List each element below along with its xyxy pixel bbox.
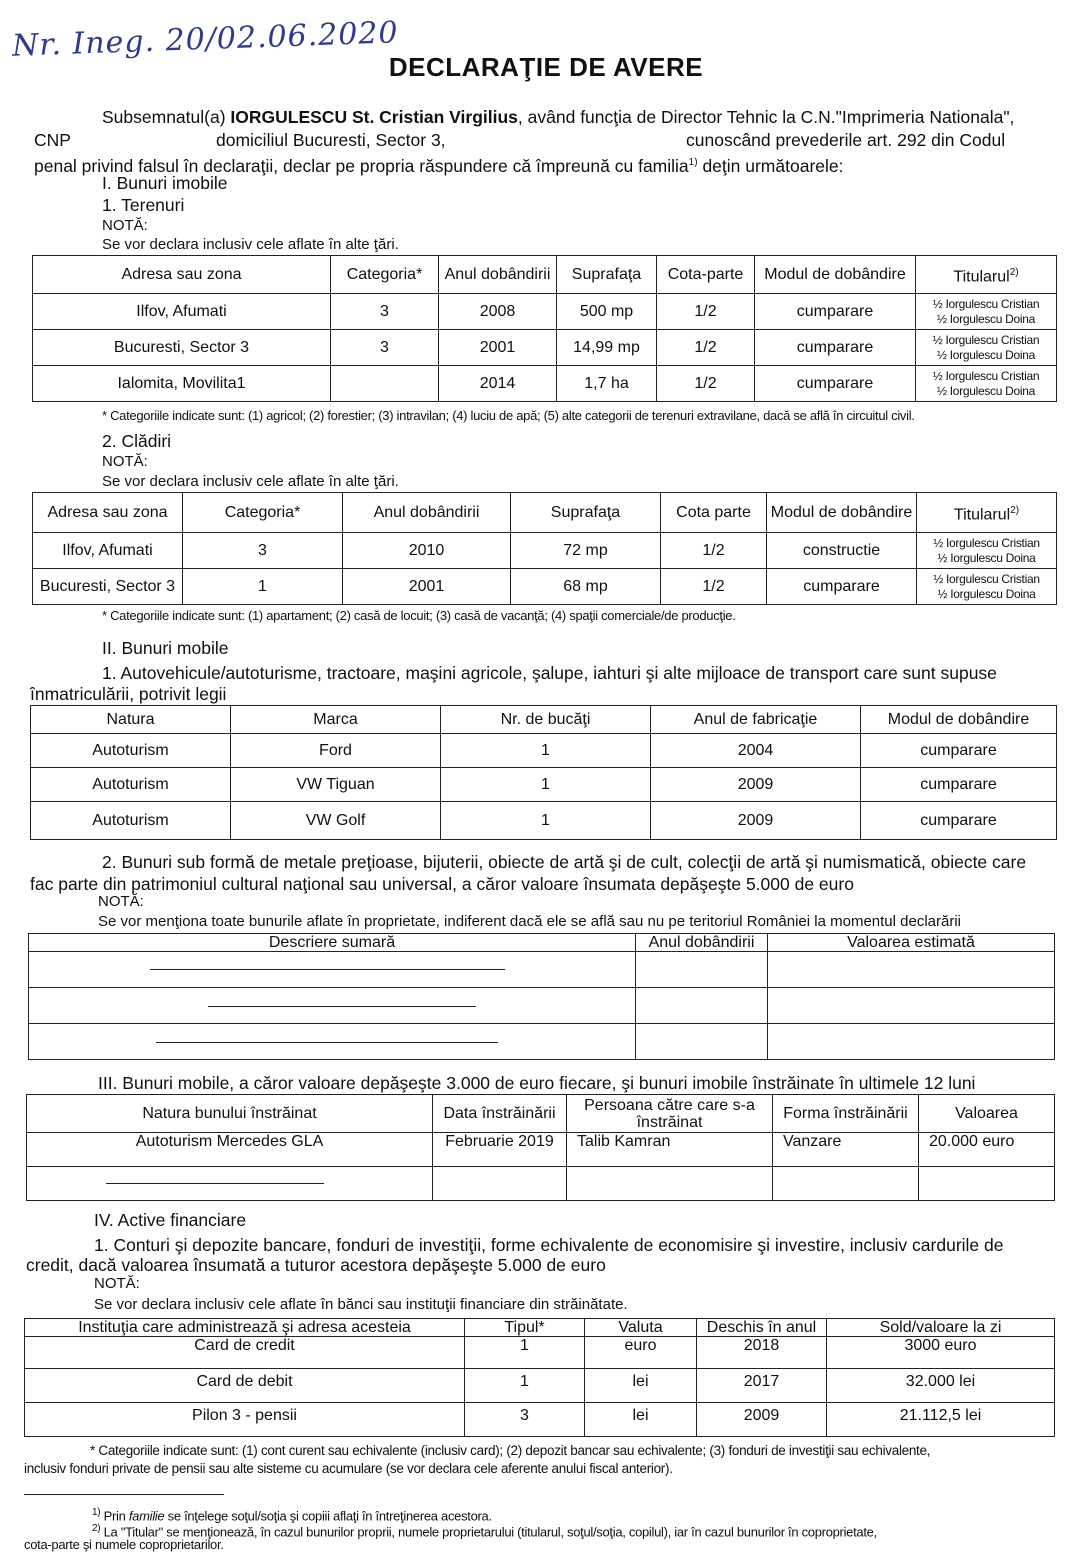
cell [768,988,1055,1024]
cell: 3 [465,1403,585,1437]
cell: 3 [183,533,343,569]
table-row [25,1337,1055,1369]
cell: Februarie 2019 [433,1133,567,1167]
document-title: DECLARAŢIE DE AVERE [388,52,704,82]
cell: 3 [331,330,439,366]
table-row [25,1403,1055,1437]
col-header: Suprafaţa [557,256,657,294]
cell: cumparare [861,802,1057,840]
nota-label: NOTĂ: [94,1275,140,1292]
cell: 2009 [697,1403,827,1437]
cell: 1/2 [661,533,767,569]
active-footnote-b: inclusiv fonduri private de pensii sau alte sisteme cu acumulare (se vor declara cele aferente anului fiscal anterior). [24,1461,673,1476]
cell: Ialomita, Movilita1 [33,366,331,402]
cell [567,1167,773,1201]
cell: Ilfov, Afumati [33,533,183,569]
cell [636,952,768,988]
cell: cumparare [767,569,917,605]
section-1-2-title: 2. Clădiri [102,431,172,451]
section-2-title: II. Bunuri mobile [102,638,229,658]
cell: 2014 [439,366,557,402]
cell: euro [585,1337,697,1369]
col-header: Anul dobândirii [343,493,511,533]
intro-line-3: penal privind falsul în declaraţii, declar pe propria răspundere că împreună cu familia$^{1)}$ deţin următoarele: [34,155,844,176]
cell: constructie [767,533,917,569]
cell: Autoturism Mercedes GLA [27,1133,433,1167]
cell: 1/2 [657,330,755,366]
cell: cumparare [861,768,1057,802]
col-header: Titularul$^{2)}$ [917,493,1057,533]
cell [768,952,1055,988]
col-header: Sold/valoare la zi [827,1319,1055,1337]
instrainari-table [26,1094,1055,1201]
cell: 2004 [651,734,861,768]
cell [27,1167,433,1201]
col-header: Adresa sau zona [33,493,183,533]
col-header: Categoria* [183,493,343,533]
table-row [31,734,1057,768]
cell: Ilfov, Afumati [33,294,331,330]
cell: 1 [465,1369,585,1403]
table-row [29,988,1055,1024]
table-row [33,294,1057,330]
col-header: Modul de dobândire [767,493,917,533]
cell: VW Tiguan [231,768,441,802]
table-row [29,952,1055,988]
cell: 2008 [439,294,557,330]
cell: Pilon 3 - pensii [25,1403,465,1437]
intro-domiciliu: domiciliul Bucuresti, Sector 3, [216,130,446,150]
section-1-title: I. Bunuri imobile [102,173,228,193]
table-row [33,533,1057,569]
active-footnote-a: * Categoriile indicate sunt: (1) cont curent sau echivalente (inclusiv card); (2) depozit bancar sau echivalente; (3) fonduri de investiţii sau echivalente, [90,1443,931,1458]
col-header: Data înstrăinării [433,1095,567,1133]
cell: cumparare [755,330,916,366]
bunuri-pretioase-table [28,933,1055,1060]
cell: 1 [183,569,343,605]
cell: ½ Iorgulescu Cristian ½ Iorgulescu Doina [916,330,1057,366]
cell: 21.112,5 lei [827,1403,1055,1437]
section-1-1-title: 1. Terenuri [102,195,185,215]
col-header: Natura bunului înstrăinat [27,1095,433,1133]
terenuri-footnote: * Categoriile indicate sunt: (1) agricol; (2) forestier; (3) intravilan; (4) luciu de apă; (5) alte categorii de terenuri extravilane, dacă se află în circuitul civil. [102,408,915,423]
intro-line-1: Subsemnatul(a) IORGULESCU St. Cristian Virgilius, având funcţia de Director Tehnic la C.N."Imprimeria Nationala", [102,107,1015,127]
cell [919,1167,1055,1201]
cell: ½ Iorgulescu Cristian ½ Iorgulescu Doina [916,366,1057,402]
col-header: Valuta [585,1319,697,1337]
nota-text: Se vor declara inclusiv cele aflate în bănci sau instituţii financiare din străinătate. [94,1296,628,1313]
cell: cumparare [755,366,916,402]
table-row [33,569,1057,605]
col-header: Tipul* [465,1319,585,1337]
nota-label: NOTĂ: [102,217,148,234]
col-header: Adresa sau zona [33,256,331,294]
cell: Talib Kamran [567,1133,773,1167]
cell: VW Golf [231,802,441,840]
cell: Autoturism [31,734,231,768]
cell: 2001 [343,569,511,605]
footnote-separator [24,1494,224,1495]
handwritten-registration-note: Nr. Ineg. 20/02.06.2020 [11,15,400,64]
cell: 1 [441,734,651,768]
cell [636,988,768,1024]
cell: 72 mp [511,533,661,569]
cell: 3000 euro [827,1337,1055,1369]
col-header: Modul de dobândire [755,256,916,294]
cell: Ford [231,734,441,768]
cell: ½ Iorgulescu Cristian ½ Iorgulescu Doina [917,533,1057,569]
table-row [33,330,1057,366]
col-header: Descriere sumară [29,934,636,952]
cladiri-table [32,492,1057,605]
col-header: Instituţia care administrează şi adresa acesteia [25,1319,465,1337]
cell: 1 [441,768,651,802]
table-row [29,1024,1055,1060]
cell [29,952,636,988]
col-header: Cota-parte [657,256,755,294]
cell: Vanzare [773,1133,919,1167]
section-4-1-title-b: credit, dacă valoarea însumată a tuturor acestora depăşeşte 5.000 de euro [26,1255,606,1275]
section-4-title: IV. Active financiare [94,1210,247,1230]
cell: lei [585,1369,697,1403]
section-3-title: III. Bunuri mobile, a căror valoare depăşeşte 3.000 de euro fiecare, şi bunuri imobile înstrăinate în ultimele 12 luni [98,1073,976,1093]
cell: Autoturism [31,768,231,802]
section-2-1-title-b: înmatriculării, potrivit legii [30,684,227,704]
section-2-1-title-a: 1. Autovehicule/autoturisme, tractoare, maşini agricole, şalupe, iahturi şi alte mijloace de transport care sunt supuse [102,663,997,683]
cell [773,1167,919,1201]
cell: 14,99 mp [557,330,657,366]
cell: 2009 [651,768,861,802]
cell: 2001 [439,330,557,366]
nota-label: NOTĂ: [102,453,148,470]
col-header: Valoarea [919,1095,1055,1133]
col-header: Valoarea estimată [768,934,1055,952]
cell [768,1024,1055,1060]
col-header: Cota parte [661,493,767,533]
cell: ½ Iorgulescu Cristian ½ Iorgulescu Doina [916,294,1057,330]
cell: Card de credit [25,1337,465,1369]
cell [331,366,439,402]
col-header: Categoria* [331,256,439,294]
autovehicule-table [30,705,1057,840]
cell: 1 [465,1337,585,1369]
cell: 2009 [651,802,861,840]
cell: cumparare [755,294,916,330]
section-2-2-title-b: fac parte din patrimoniul cultural naţional sau universal, a căror valoare însumata depăşeşte 5.000 de euro [30,874,854,894]
nota-label: NOTĂ: [98,893,144,910]
footnote-1: $^{1)}$ Prin familie se înţelege soţul/soţia şi copiii aflaţi în întreţinerea acestora. [92,1507,492,1524]
table-row [31,802,1057,840]
active-financiare-table [24,1318,1055,1437]
col-header: Anul dobândirii [636,934,768,952]
col-header: Titularul$^{2)}$ [916,256,1057,294]
cell: lei [585,1403,697,1437]
col-header: Suprafaţa [511,493,661,533]
col-header: Modul de dobândire [861,706,1057,734]
section-4-1-title-a: 1. Conturi şi depozite bancare, fonduri de investiţii, forme echivalente de economisire şi investire, inclusiv cardurile de [94,1235,1004,1255]
cell: 1/2 [661,569,767,605]
declarant-name: IORGULESCU St. Cristian Virgilius [230,107,518,127]
cell [29,988,636,1024]
cell: 1 [441,802,651,840]
footnote-2: $^{2)}$ La "Titular" se menţionează, în cazul bunurilor proprii, numele proprietarului (titularul, soţul/soţia, copilul), iar în cazul bunurilor în coproprietate, [92,1523,877,1540]
section-2-2-title-a: 2. Bunuri sub formă de metale preţioase, bijuterii, obiecte de artă şi de cult, colecţii de artă şi numismatică, obiecte care [102,852,1027,872]
col-header: Forma înstrăinării [773,1095,919,1133]
table-row [27,1167,1055,1201]
terenuri-table [32,255,1057,402]
nota-text: Se vor menţiona toate bunurile aflate în proprietate, indiferent dacă ele se află sau nu pe teritoriul României la momentul declarării [98,913,961,930]
nota-text: Se vor declara inclusiv cele aflate în alte ţări. [102,473,399,490]
cell: Bucuresti, Sector 3 [33,330,331,366]
table-row [27,1133,1055,1167]
col-header: Natura [31,706,231,734]
cell: cumparare [861,734,1057,768]
cell: 2018 [697,1337,827,1369]
cell: Bucuresti, Sector 3 [33,569,183,605]
intro-cunoscand: cunoscând prevederile art. 292 din Codul [686,130,1006,150]
footnote-2-cont: cota-parte şi numele coproprietarilor. [24,1537,224,1552]
cell: 68 mp [511,569,661,605]
cell: 2010 [343,533,511,569]
nota-text: Se vor declara inclusiv cele aflate în alte ţări. [102,236,399,253]
col-header: Nr. de bucăţi [441,706,651,734]
cell: 500 mp [557,294,657,330]
cell: 1/2 [657,366,755,402]
col-header: Marca [231,706,441,734]
cell [433,1167,567,1201]
cell: 32.000 lei [827,1369,1055,1403]
cell: Card de debit [25,1369,465,1403]
table-row [25,1369,1055,1403]
cell [29,1024,636,1060]
cell: Autoturism [31,802,231,840]
intro-cnp: CNP [34,130,71,150]
col-header: Deschis în anul [697,1319,827,1337]
cell: 2017 [697,1369,827,1403]
cell: 20.000 euro [919,1133,1055,1167]
cladiri-footnote: * Categoriile indicate sunt: (1) apartament; (2) casă de locuit; (3) casă de vacanţă; (4) spaţii comerciale/de producţie. [102,608,736,623]
table-row [33,366,1057,402]
cell: 3 [331,294,439,330]
cell [636,1024,768,1060]
col-header: Anul de fabricaţie [651,706,861,734]
col-header: Persoana către care s-a înstrăinat [567,1095,773,1133]
table-row [31,768,1057,802]
cell: 1,7 ha [557,366,657,402]
cell: 1/2 [657,294,755,330]
cell: ½ Iorgulescu Cristian ½ Iorgulescu Doina [917,569,1057,605]
col-header: Anul dobândirii [439,256,557,294]
